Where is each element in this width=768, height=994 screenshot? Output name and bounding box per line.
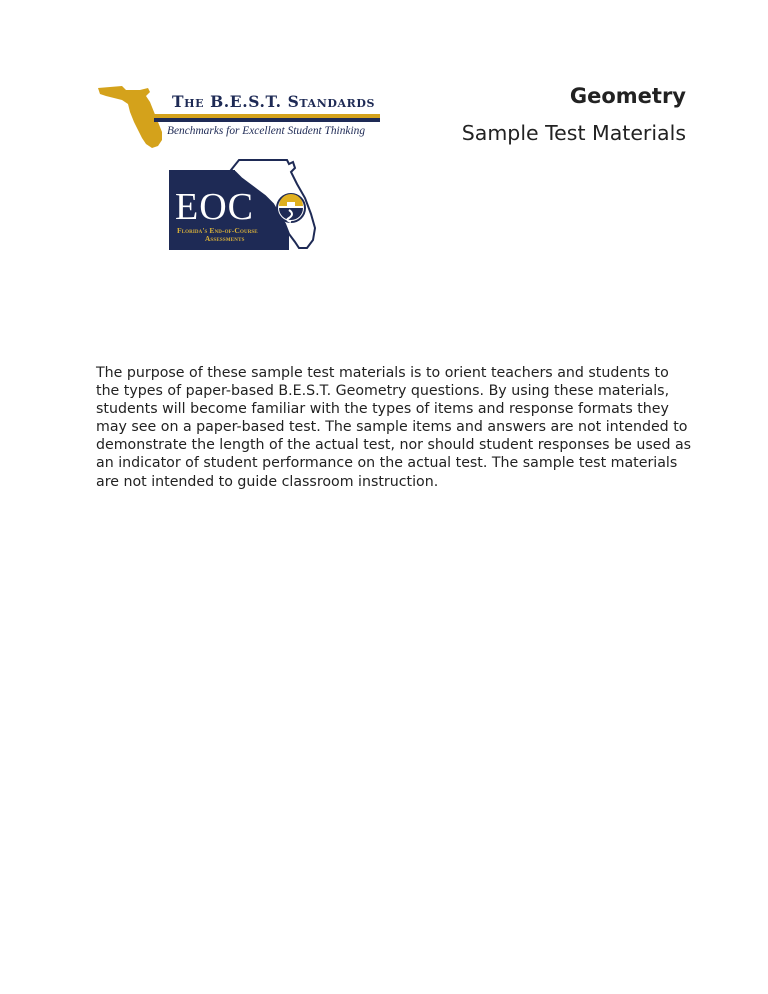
best-title: The B.E.S.T. Standards <box>172 92 376 111</box>
eoc-logo <box>169 158 319 250</box>
best-standards-logo <box>96 82 386 152</box>
best-navy-bar <box>154 118 380 122</box>
document-subject-title: Geometry <box>569 84 686 108</box>
eoc-caption-line1: Florida's End-of-Course <box>177 226 258 235</box>
document-subtitle: Sample Test Materials <box>461 121 686 145</box>
eoc-caption-line2: Assessments <box>205 235 245 243</box>
document-header <box>462 82 686 147</box>
eoc-wordmark: EOC <box>175 186 254 228</box>
best-tagline: Benchmarks for Excellent Student Thinking <box>167 125 366 137</box>
purpose-paragraph: The purpose of these sample test materials is to orient teachers and students to the types of paper-based B.E.S.T. Geometry questions. By using these materials, students will become familiar with the types of items and response formats they may see on a paper-based test. The sample items and answers are not intended to demonstrate the length of the actual test, nor should student responses be used as an indicator of student performance on the actual test. The sample test materials are not intended to guide classroom instruction. <box>96 365 692 490</box>
